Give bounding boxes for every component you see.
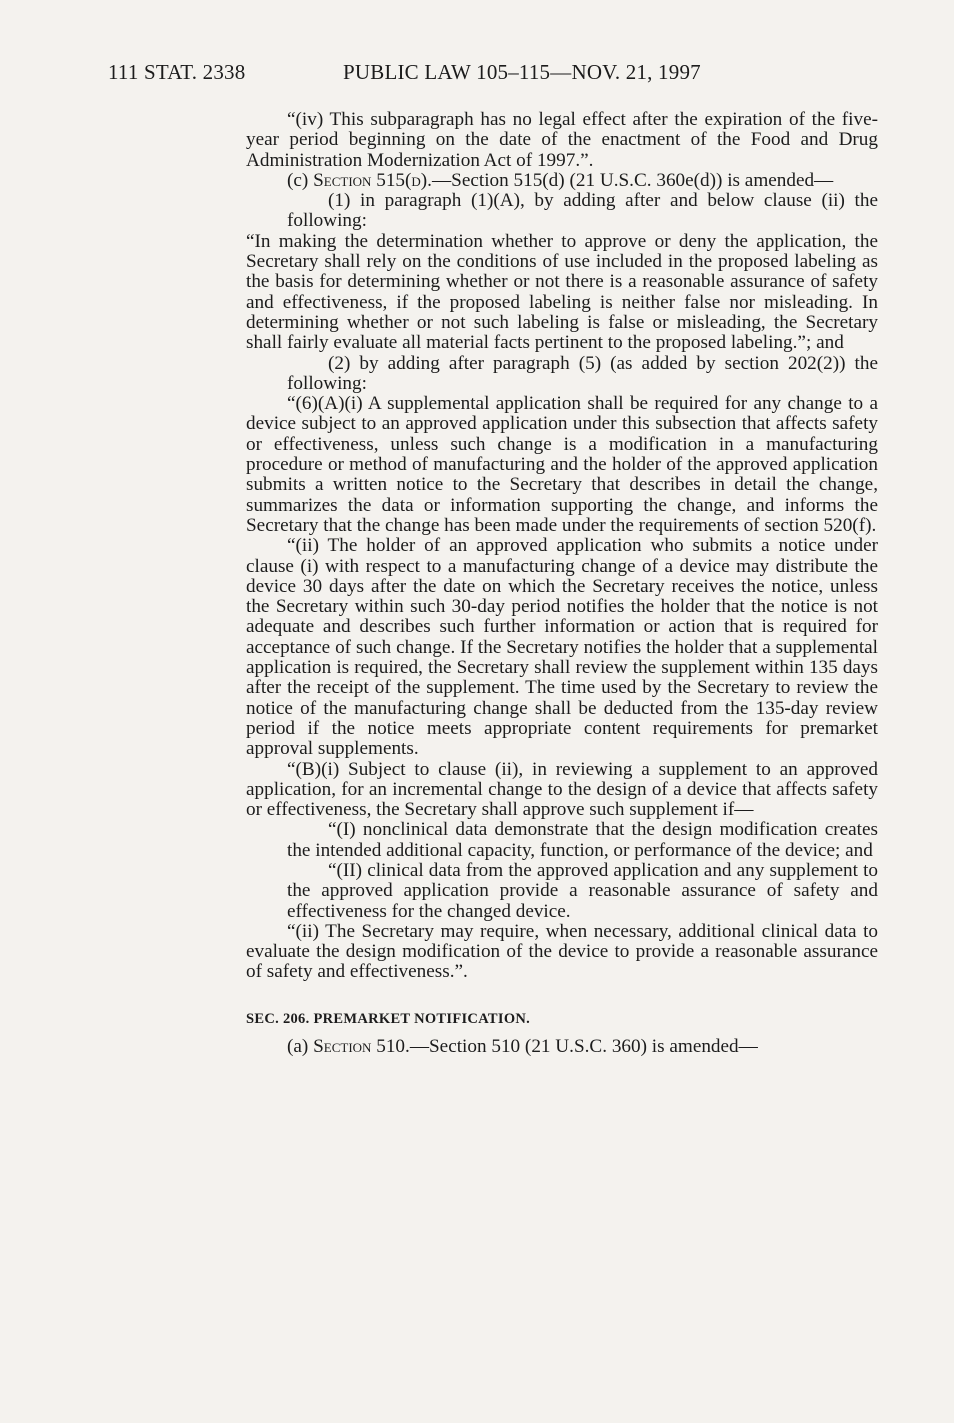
stat-page-number: 111 STAT. 2338 [108, 60, 246, 84]
paragraph-b-i: “(B)(i) Subject to clause (ii), in reviewing a supplement to an approved application, for an incremental change to the design of a device that affects safety or effectiveness, the Secretary shall approve such supplement if— [246, 758, 878, 821]
paragraph-in-making: “In making the determination whether to approve or deny the application, the Secretary shall rely on the conditions of use included in the proposed labeling as the basis for determining whether or not there is a reasonable assurance of safety and effectiveness, if the proposed labeling is neither false nor misleading. In determining whether or not such labeling is false or misleading, the Secretary shall fairly evaluate all material facts pertinent to the proposed labeling.”; and [246, 230, 878, 354]
paragraph-c [246, 171, 878, 191]
section-206-heading: SEC. 206. PREMARKET NOTIFICATION. [246, 1010, 531, 1027]
paragraph-6-a-i: “(6)(A)(i) A supplemental application shall be required for any change to a device subject to an approved application under this subsection that affects safety or effectiveness, unless such change is a modification in a manufacturing procedure or method of manufacturing and the holder of the approved application submits a written notice to the Secretary that describes in detail the change, summarizes the data or information supporting the change, and informs the Secretary that the change has been made under the requirements of section 520(f). [246, 393, 878, 536]
paragraph-2: (2) by adding after paragraph (5) (as added by section 202(2)) the following: [287, 352, 878, 394]
paragraph-iv: “(iv) This subparagraph has no legal effect after the expiration of the five-year period beginning on the date of the enactment of the Food and Drug Administration Modernization Act of 1997.”. [246, 109, 878, 171]
paragraph-a [246, 1037, 878, 1057]
law-citation: PUBLIC LAW 105–115—NOV. 21, 1997 [343, 60, 701, 84]
paragraph-a-heading: Section 510 [313, 1036, 406, 1058]
document-body [246, 110, 878, 1057]
paragraph-1: (1) in paragraph (1)(A), by adding after and below clause (ii) the following: [287, 190, 878, 232]
paragraph-ii: “(ii) The holder of an approved application who submits a notice under clause (i) with respect to a manufacturing change of a device may distribute the device 30 days after the date on which the Secretary receives the notice, unless the Secretary within such 30-day period notifies the holder that the notice is not adequate and describes such further information or action that is required for acceptance of such change. If the Secretary notifies the holder that a supplemental application is required, the Secretary shall review the supplement within 135 days after the receipt of the supplement. The time used by the Secretary to review the notice of the manufacturing change shall be deducted from the 135-day review period if the notice meets appropriate content requirements for premarket approval supplements. [246, 535, 878, 760]
paragraph-ii-2: “(ii) The Secretary may require, when necessary, additional clinical data to evaluate the design modification of the device to provide a reasonable assurance of safety and effectiveness.”. [246, 920, 878, 983]
paragraph-I: “(I) nonclinical data demonstrate that the design modification creates the intended additional capacity, function, or performance of the device; and [287, 819, 878, 861]
paragraph-a-text: .—Section 510 (21 U.S.C. 360) is amended— [405, 1036, 758, 1058]
paragraph-a-label: (a) [287, 1036, 314, 1058]
paragraph-c-text: .—Section 515(d) (21 U.S.C. 360e(d)) is amended— [427, 169, 834, 191]
paragraph-c-heading: Section 515(d) [313, 169, 428, 191]
paragraph-c-label: (c) [287, 169, 314, 191]
paragraph-II: “(II) clinical data from the approved application and any supplement to the approved application provide a reasonable assurance of safety and effectiveness for the changed device. [287, 859, 878, 922]
